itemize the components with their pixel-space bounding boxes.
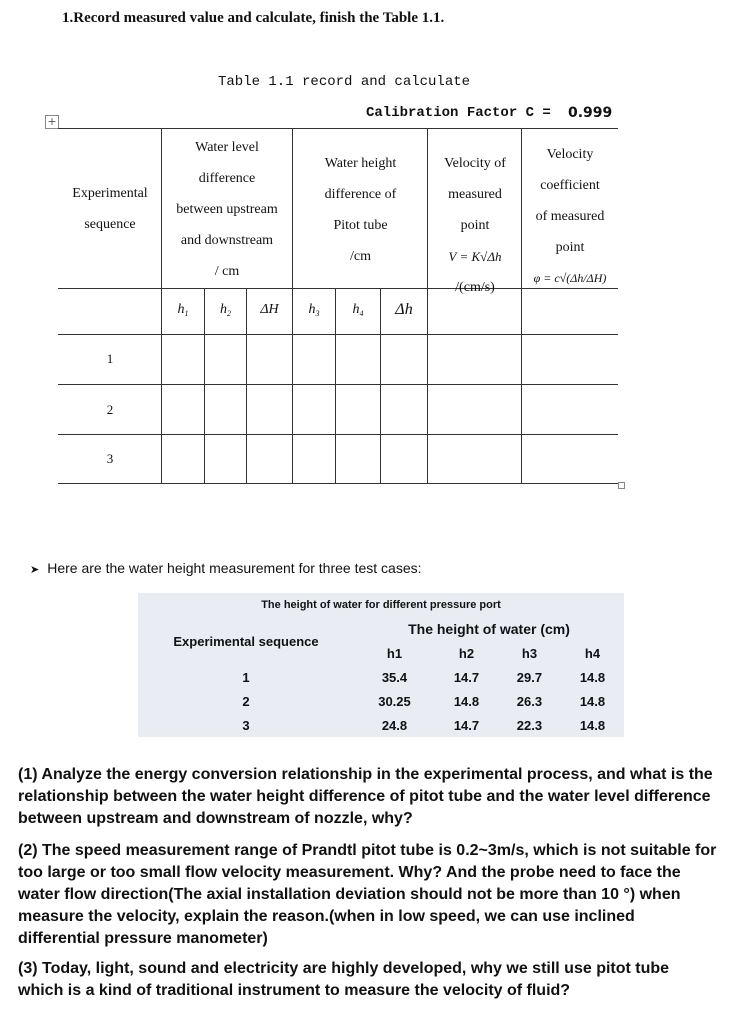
header-line: point [460,218,490,233]
subscript: 3 [315,309,320,318]
question-2: (2) The speed measurement range of Prandtl pitot tube is 0.2~3m/s, which is not suitable for too large or too small flow velocity measurement. Why? And the probe need to face the water flow direction(The axial installation deviation should not be more than 10 °) when measure the velocity, explain the reason.(when in low speed, we can use inclined differential pressure manometer) [18,842,717,947]
col-water-level-header [162,132,292,287]
value-cell: 29.7 [516,669,543,685]
seq-cell: 1 [242,669,250,685]
col-header-h3: h3 [521,645,538,661]
bullet-text: Here are the water height measurement for three test cases: [47,560,422,576]
row-number: 1 [106,351,114,366]
value-cell: 35.4 [381,669,408,685]
sub-header-h1 [162,302,204,318]
section-heading: 1.Record measured value and calculate, finish the Table 1.1. [62,10,445,26]
header-line: Pitot tube [333,218,388,233]
table-row [138,713,624,737]
value-cell: 14.8 [579,693,606,709]
header-line: Velocity of [444,156,506,171]
header-line: / cm [214,264,240,279]
arrow-bullet-icon: ➤ [30,564,40,576]
value-cell: 14.7 [453,669,480,685]
header-line: difference of [324,187,397,202]
header-line: coefficient [540,178,600,193]
col-experimental-header [58,178,162,240]
table-row [138,665,624,689]
symbol: h [220,302,227,317]
header-line: Water height [324,156,397,171]
table-row [138,689,624,713]
subscript: 4 [359,309,364,318]
value-cell: 14.8 [579,717,606,733]
table-caption: Table 1.1 record and calculate [218,74,471,90]
header-line: of measured [535,209,605,224]
header-line: Velocity [546,147,594,162]
col-header-h4: h4 [584,645,601,661]
sub-header-dH: ΔH [260,302,279,317]
col-header-h1: h1 [386,645,403,661]
table-rule [58,384,618,385]
seq-cell: 3 [242,717,250,733]
col-water-height-header [293,148,428,272]
header-line: Water level [195,140,259,155]
header-line: Experimental [72,186,148,201]
water-height-table [138,593,624,737]
sub-header-h3 [293,302,335,318]
value-cell: 30.25 [378,693,411,709]
table-resize-handle[interactable] [618,482,625,489]
header-line: and downstream [180,233,274,248]
calibration-value: 0.999 [568,105,613,121]
subscript: 2 [227,309,231,318]
sub-header-dh: Δh [395,301,413,318]
value-cell: 14.8 [453,693,480,709]
velocity-formula: V = K√Δh [448,249,502,264]
row-number: 2 [106,402,114,417]
col-velocity-header [428,148,522,303]
col-header-h2: h2 [458,645,475,661]
question-3: (3) Today, light, sound and electricity are highly developed, why we still use pitot tube which is a kind of traditional instrument to measure the velocity of fluid? [18,960,670,999]
seq-cell: 2 [242,693,250,709]
header-line: measured [448,187,502,202]
calibration-label: Calibration Factor C = [366,105,551,121]
seq-header: Experimental sequence [173,633,319,649]
question-1: (1) Analyze the energy conversion relationship in the experimental process, and what is the relationship between the water height difference of pitot tube and the water level difference between upstream and downstream of nozzle, why? [18,766,713,827]
header-line: between upstream [176,202,278,217]
bullet-line [30,560,422,576]
subscript: 1 [184,309,189,318]
header-line: sequence [84,217,136,232]
row-number: 3 [106,451,114,466]
table-rule [58,334,618,335]
value-cell: 26.3 [516,693,543,709]
value-cell: 22.3 [516,717,543,733]
value-cell: 14.8 [579,669,606,685]
value-cell: 24.8 [381,717,408,733]
col-coefficient-header [522,139,618,294]
symbol: h [308,302,316,317]
header-line: point [555,240,585,255]
table-rule [58,483,618,484]
value-cell: 14.7 [453,717,480,733]
symbol: h [177,302,185,317]
sub-header-h2 [205,302,246,318]
header-line: /cm [350,249,371,264]
table-move-handle[interactable]: + [45,115,59,129]
water-table-caption: The height of water for different pressure port [261,599,501,611]
header-line: difference [198,171,256,186]
height-group-header: The height of water (cm) [408,621,570,637]
table-rule [58,128,618,129]
table-rule [58,434,618,435]
symbol: h [352,302,360,317]
sub-header-h4 [336,302,380,318]
coefficient-formula: φ = c√(Δh/ΔH) [533,271,607,285]
header-line: /(cm/s) [455,280,495,295]
